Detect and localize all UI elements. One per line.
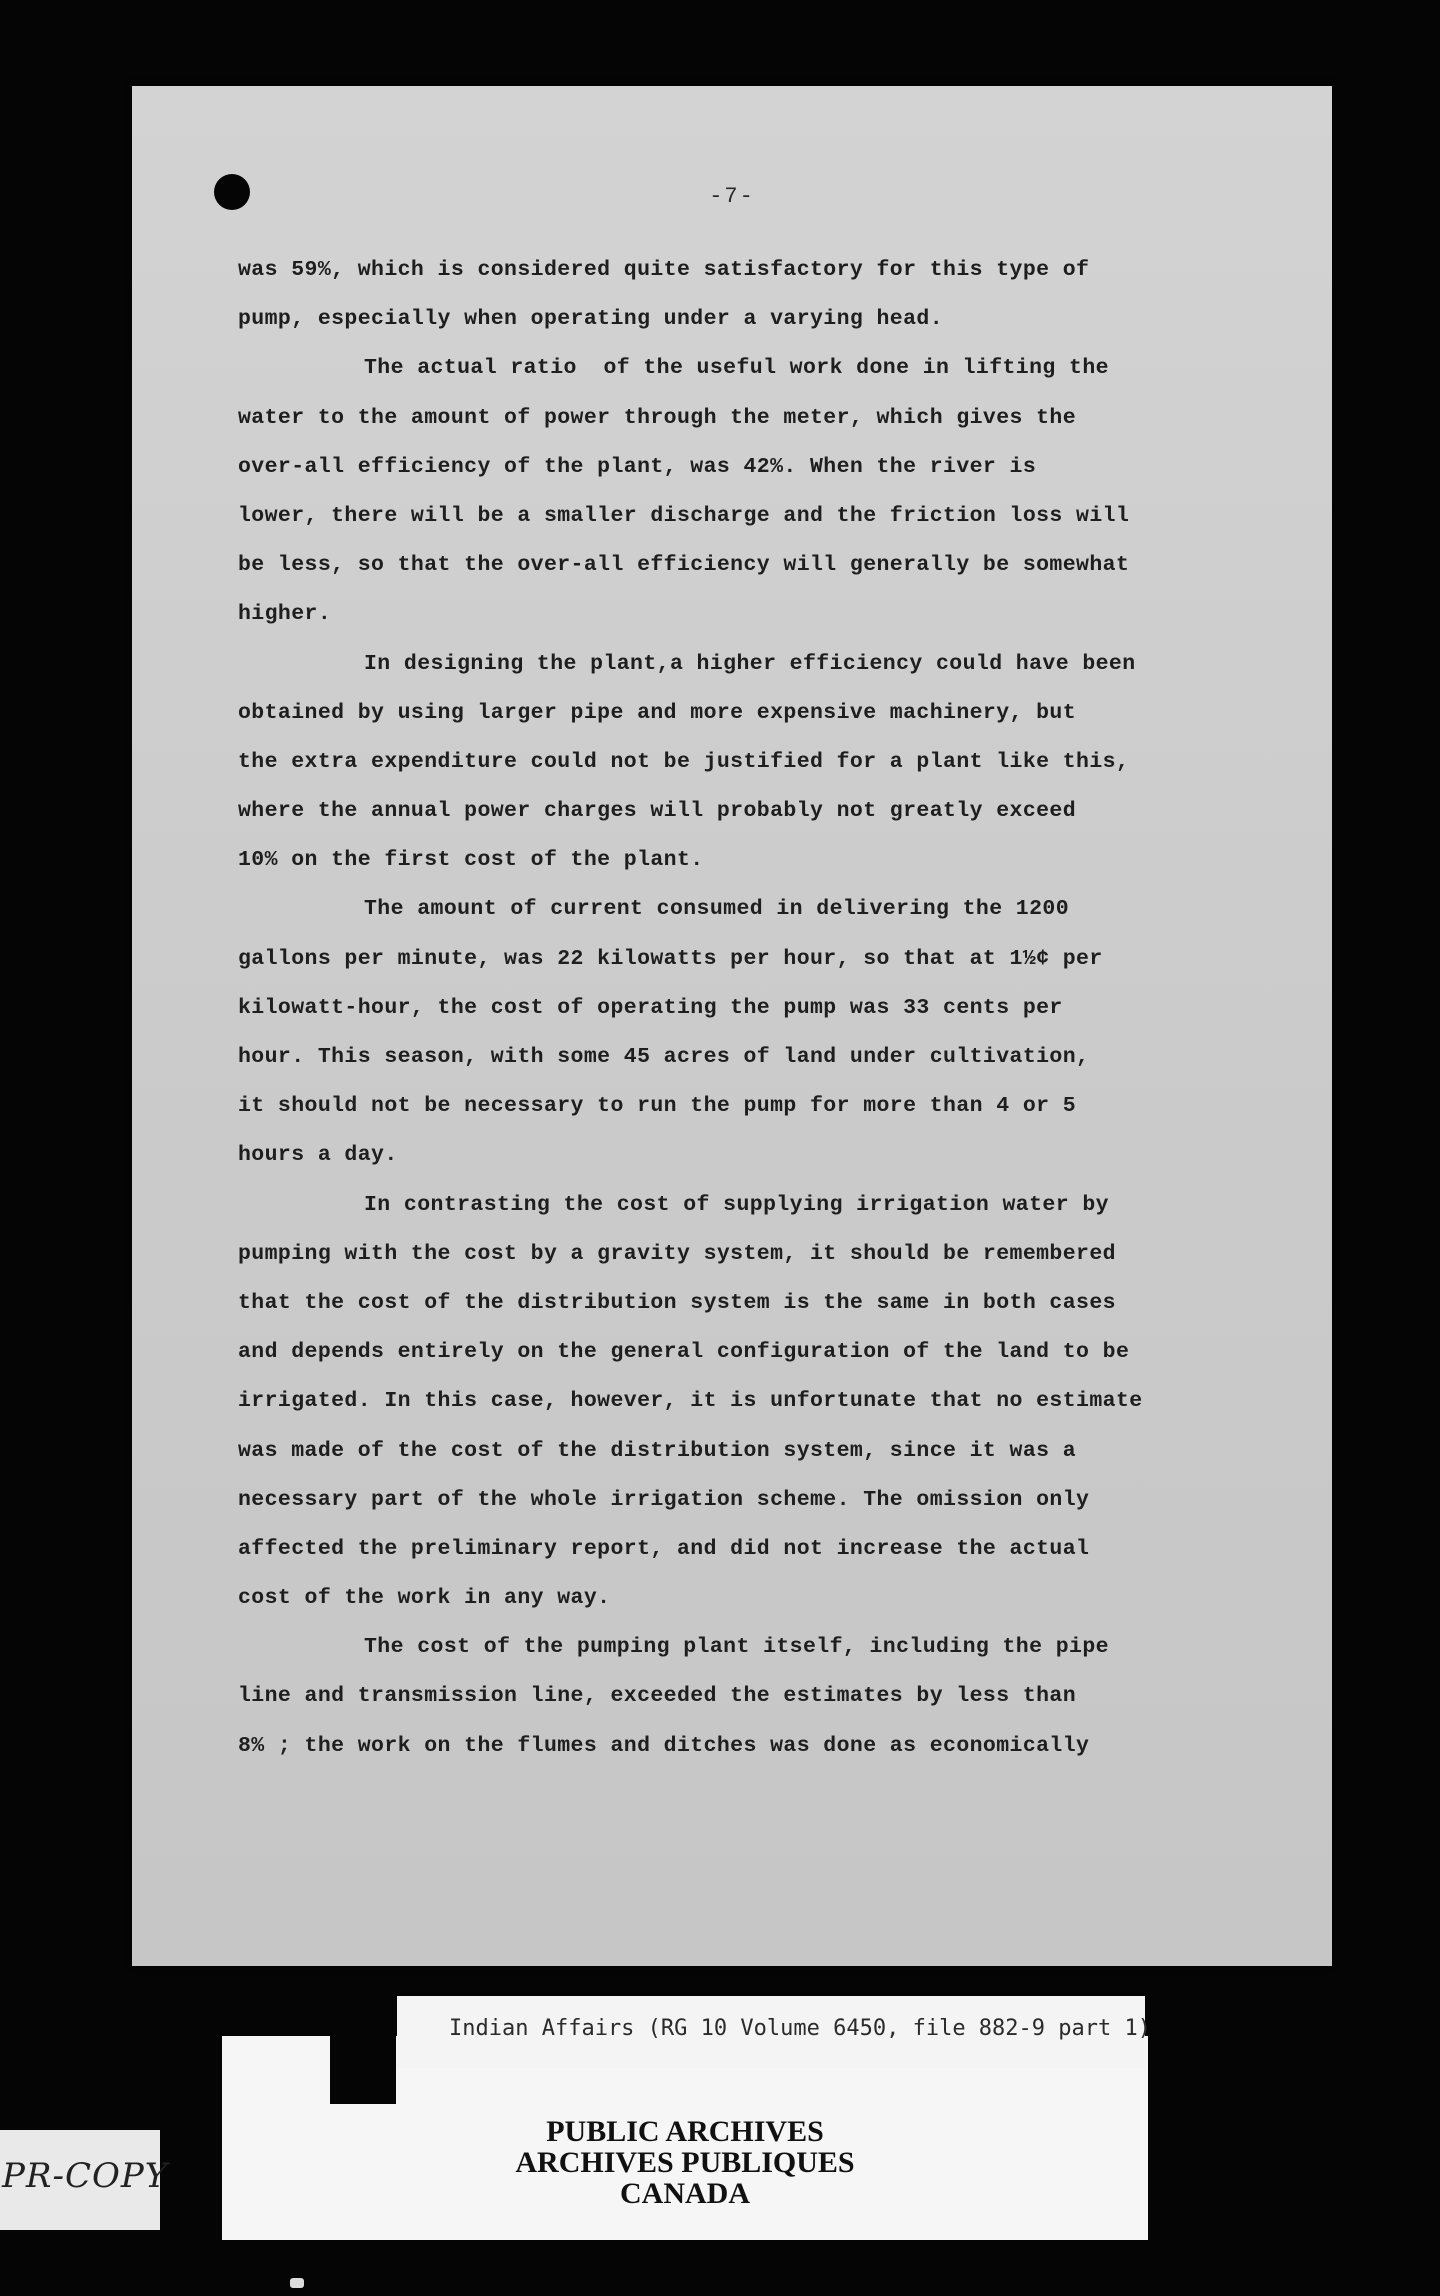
text-line: 10% on the first cost of the plant. (238, 848, 704, 873)
text-line: line and transmission line, exceeded the estimates by less than (238, 1684, 1077, 1709)
text-line: obtained by using larger pipe and more expensive machinery, but (238, 700, 1077, 725)
archives-line-canada: CANADA (620, 2177, 750, 2210)
archives-line-public: PUBLIC ARCHIVES (546, 2115, 824, 2148)
text-line: gallons per minute, was 22 kilowatts per hour, so that at 1½¢ per (238, 946, 1103, 971)
text-line: The amount of current consumed in delivering the 1200 (364, 897, 1070, 922)
document-page (132, 86, 1332, 1966)
text-line: was 59%, which is considered quite satisfactory for this type of (238, 258, 1090, 282)
edge-tab (0, 2130, 169, 2230)
text-line: be less, so that the over-all efficiency will generally be somewhat (238, 553, 1130, 578)
text-line: that the cost of the distribution system is the same in both cases (238, 1290, 1116, 1315)
label-notch (330, 2036, 396, 2104)
text-line: over-all efficiency of the plant, was 42%. When the river is (238, 454, 1037, 479)
text-line: the extra expenditure could not be justified for a plant like this, (238, 749, 1130, 774)
archives-line-publiques: ARCHIVES PUBLIQUES (515, 2146, 855, 2179)
text-line: affected the preliminary report, and did not increase the actual (238, 1536, 1090, 1561)
text-line: The actual ratio of the useful work done in lifting the (364, 356, 1109, 381)
text-line: In contrasting the cost of supplying irrigation water by (364, 1192, 1109, 1217)
text-line: higher. (238, 602, 332, 627)
archive-reference-text: Indian Affairs (RG 10 Volume 6450, file 882-9 part 1) (449, 2016, 1151, 2041)
text-line: lower, there will be a smaller discharge and the friction loss will (238, 503, 1130, 528)
text-line: In designing the plant,a higher efficiency could have been (364, 651, 1136, 676)
page-number: -7- (709, 184, 755, 209)
text-line: water to the amount of power through the meter, which gives the (238, 405, 1077, 430)
text-line: pump, especially when operating under a varying head. (238, 307, 944, 332)
text-line: cost of the work in any way. (238, 1586, 611, 1611)
archive-reference-label (397, 1996, 1151, 2068)
text-line: necessary part of the whole irrigation scheme. The omission only (238, 1487, 1090, 1512)
scan-mark (290, 2278, 304, 2288)
text-line: The cost of the pumping plant itself, including the pipe (364, 1635, 1109, 1660)
edge-tab-text: PR-COPY (2, 2156, 169, 2196)
text-line: 8% ; the work on the flumes and ditches was done as economically (238, 1733, 1090, 1758)
text-line: kilowatt-hour, the cost of operating the pump was 33 cents per (238, 995, 1063, 1020)
text-line: irrigated. In this case, however, it is unfortunate that no estimate (238, 1389, 1143, 1414)
archives-stamp-text (222, 2116, 1148, 2209)
text-line: hour. This season, with some 45 acres of land under cultivation, (238, 1045, 1090, 1069)
text-line: hours a day. (238, 1143, 398, 1168)
text-line: it should not be necessary to run the pump for more than 4 or 5 (238, 1094, 1077, 1119)
body-text (238, 246, 1278, 1771)
text-line: and depends entirely on the general configuration of the land to be (238, 1340, 1130, 1365)
text-line: was made of the cost of the distribution system, since it was a (238, 1438, 1077, 1463)
text-line: where the annual power charges will probably not greatly exceed (238, 799, 1077, 824)
text-line: pumping with the cost by a gravity system, it should be remembered (238, 1241, 1116, 1266)
